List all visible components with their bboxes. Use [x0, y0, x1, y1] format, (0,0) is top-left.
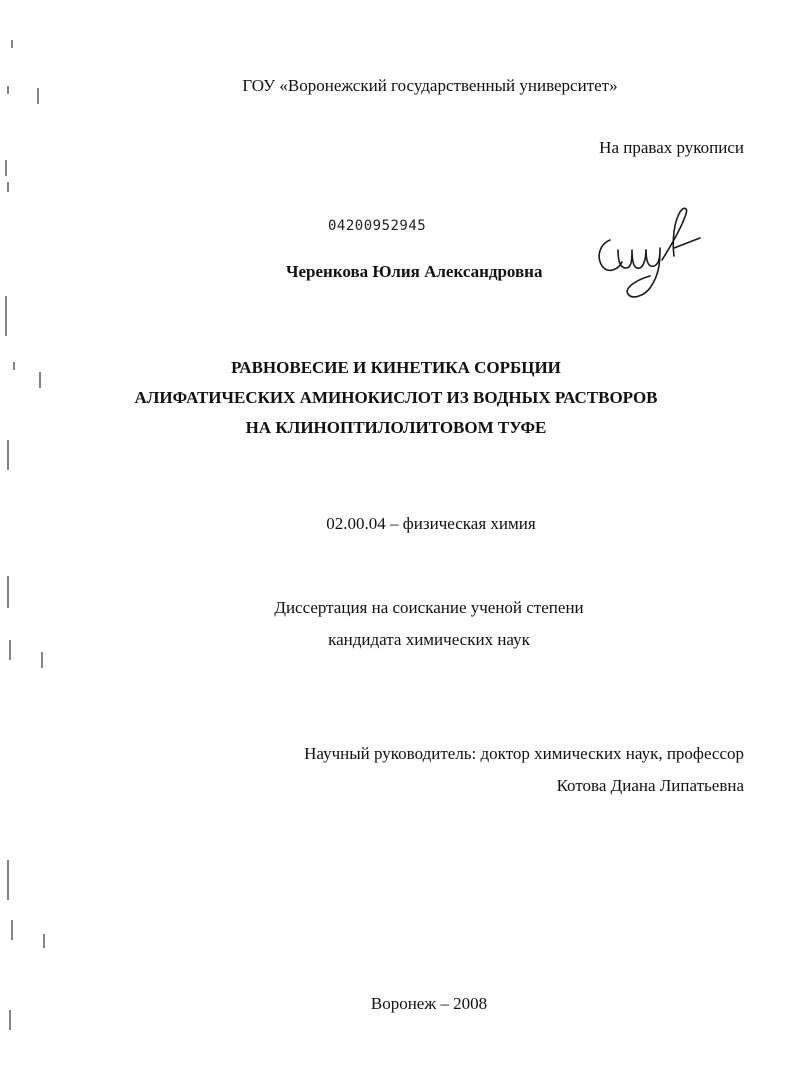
title-line-2: АЛИФАТИЧЕСКИХ АМИНОКИСЛОТ ИЗ ВОДНЫХ РАСТВОРОВ: [134, 388, 658, 407]
specialty-code: 02.00.04 – физическая химия: [326, 514, 536, 533]
degree-line-1: Диссертация на соискание ученой степени: [274, 598, 584, 617]
title-line-3: НА КЛИНОПТИЛОЛИТОВОМ ТУФЕ: [245, 418, 547, 437]
handwritten-signature: [588, 204, 708, 306]
scan-margin-marks: [0, 0, 60, 1077]
manuscript-rights-note: На правах рукописи: [599, 138, 744, 157]
document-number: 04200952945: [328, 218, 427, 234]
university-name: ГОУ «Воронежский государственный университет»: [242, 76, 618, 95]
author-name: Черенкова Юлия Александровна: [286, 262, 543, 281]
supervisor-role: Научный руководитель: доктор химических наук, профессор: [304, 744, 744, 763]
supervisor-name: Котова Диана Липатьевна: [556, 776, 744, 795]
title-line-1: РАВНОВЕСИЕ И КИНЕТИКА СОРБЦИИ: [231, 358, 561, 377]
degree-line-2: кандидата химических наук: [328, 630, 530, 649]
city-year: Воронеж – 2008: [370, 994, 488, 1013]
